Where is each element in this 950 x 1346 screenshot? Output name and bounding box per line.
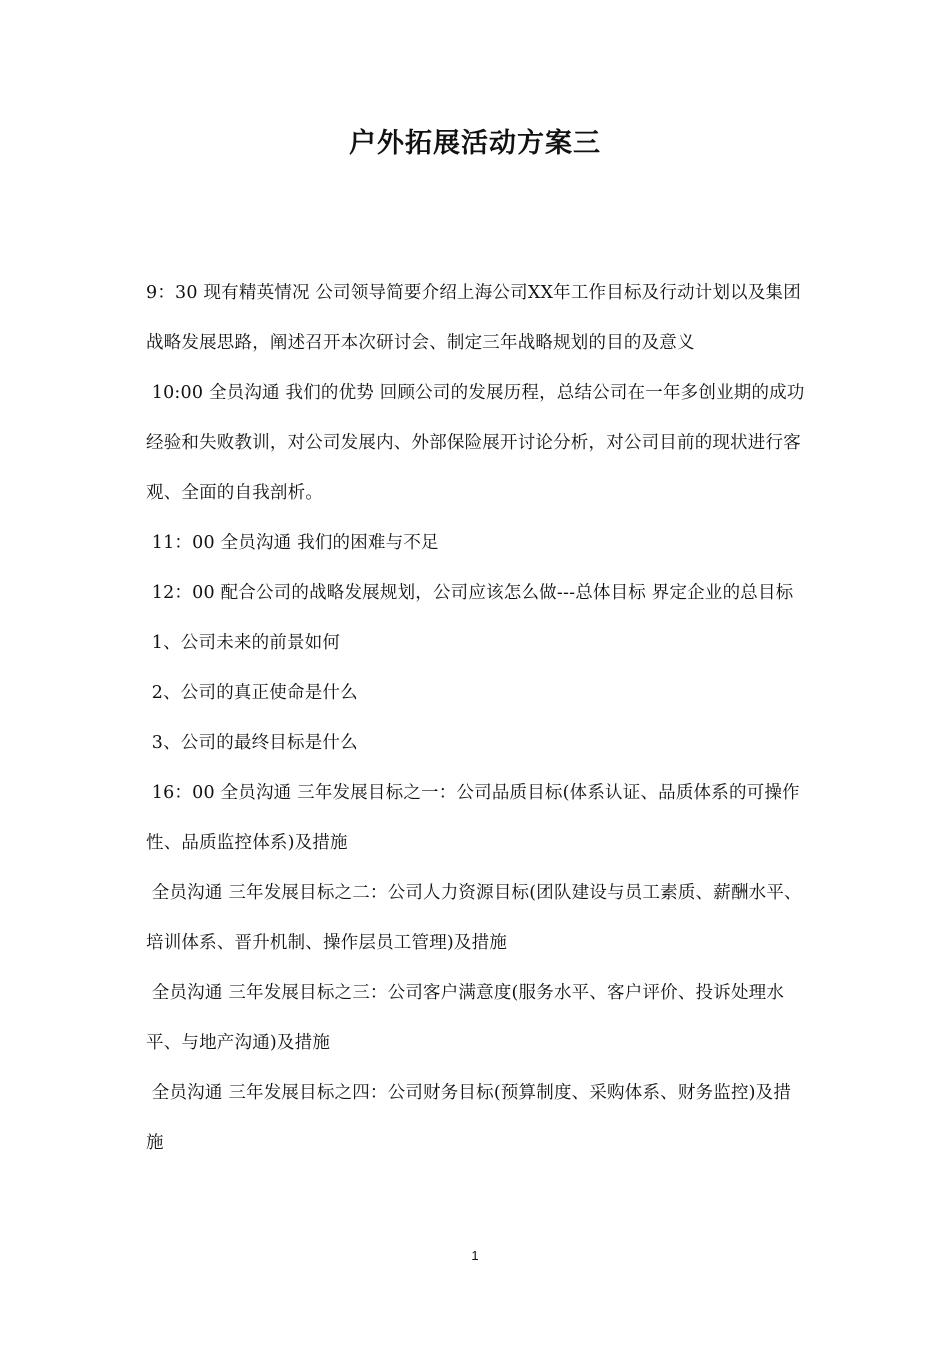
paragraph: 全员沟通 三年发展目标之二：公司人力资源目标(团队建设与员工素质、薪酬水平、培训体系、晋升机制、操作层员工管理)及措施	[146, 883, 802, 953]
document-title: 户外拓展活动方案三	[349, 128, 601, 159]
paragraph: 全员沟通 三年发展目标之三：公司客户满意度(服务水平、客户评价、投诉处理水平、与地产沟通)及措施	[146, 983, 785, 1053]
paragraph: 2、公司的真正使命是什么	[146, 683, 358, 703]
paragraph: 16：00 全员沟通 三年发展目标之一：公司品质目标(体系认证、品质体系的可操作性、品质监控体系)及措施	[146, 783, 800, 853]
paragraph: 9：30 现有精英情况 公司领导简要介绍上海公司XX年工作目标及行动计划以及集团战略发展思路，阐述召开本次研讨会、制定三年战略规划的目的及意义	[146, 283, 801, 353]
paragraph: 12：00 配合公司的战略发展规划，公司应该怎么做---总体目标 界定企业的总目标	[146, 583, 794, 603]
paragraph: 10:00 全员沟通 我们的优势 回顾公司的发展历程，总结公司在一年多创业期的成功经验和失败教训，对公司发展内、外部保险展开讨论分析，对公司目前的现状进行客观、全面的自我剖析。	[146, 383, 805, 503]
paragraph: 11：00 全员沟通 我们的困难与不足	[146, 533, 439, 553]
paragraph: 全员沟通 三年发展目标之四：公司财务目标(预算制度、采购体系、财务监控)及措施	[146, 1083, 792, 1153]
paragraph: 1、公司未来的前景如何	[146, 633, 341, 653]
paragraph: 3、公司的最终目标是什么	[146, 733, 358, 753]
page-number: 1	[471, 1248, 479, 1263]
document-body	[146, 268, 806, 1168]
